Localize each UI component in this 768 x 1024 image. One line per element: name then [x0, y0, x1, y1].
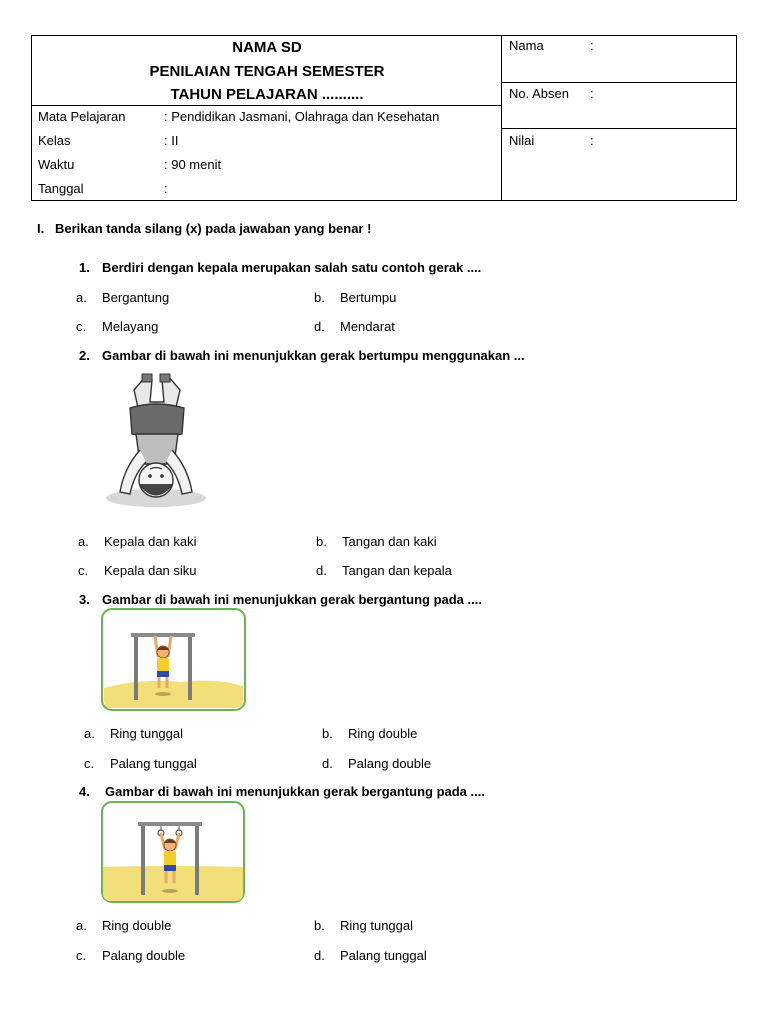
option-letter: a.: [76, 918, 87, 933]
question-4-number: 4.: [79, 784, 90, 799]
question-3-text: Gambar di bawah ini menunjukkan gerak bergantung pada ....: [102, 592, 482, 607]
q4-option-a[interactable]: [76, 918, 171, 933]
q1-option-c[interactable]: [76, 319, 158, 334]
rings-hanging-illustration: [101, 801, 245, 903]
option-letter: d.: [316, 563, 327, 578]
option-text: Bertumpu: [340, 290, 397, 305]
option-text: Palang tunggal: [340, 948, 427, 963]
question-4-text: Gambar di bawah ini menunjukkan gerak bergantung pada ....: [105, 784, 485, 799]
date-value: :: [164, 181, 168, 196]
q3-option-a[interactable]: [84, 726, 183, 741]
q3-option-c[interactable]: [84, 756, 197, 771]
time-value: : 90 menit: [164, 157, 222, 172]
absen-colon: :: [590, 86, 594, 101]
option-letter: c.: [76, 948, 87, 963]
subject-value: : Pendidikan Jasmani, Olahraga dan Kesehatan: [164, 109, 440, 124]
option-letter: c.: [84, 756, 95, 771]
question-1-text: Berdiri dengan kepala merupakan salah satu contoh gerak ....: [102, 260, 482, 275]
option-letter: a.: [76, 290, 87, 305]
question-1-number: 1.: [79, 260, 90, 275]
option-text: Melayang: [102, 319, 159, 334]
header-divider-right-1: [501, 82, 737, 83]
option-text: Tangan dan kepala: [342, 563, 452, 578]
exam-title: PENILAIAN TENGAH SEMESTER: [149, 63, 385, 80]
q1-option-b[interactable]: [314, 290, 396, 305]
q3-option-d[interactable]: [322, 756, 431, 771]
q2-option-b[interactable]: [316, 534, 437, 549]
option-text: Kepala dan siku: [104, 563, 197, 578]
option-text: Kepala dan kaki: [104, 534, 197, 549]
name-label: Nama: [509, 38, 544, 53]
header-table: [31, 35, 737, 201]
option-text: Mendarat: [340, 319, 395, 334]
section-number: I.: [37, 221, 45, 236]
question-2-text: Gambar di bawah ini menunjukkan gerak bertumpu menggunakan ...: [102, 348, 525, 363]
q4-option-d[interactable]: [314, 948, 427, 963]
option-letter: b.: [314, 918, 325, 933]
q2-option-c[interactable]: [78, 563, 197, 578]
headstand-illustration: [104, 372, 208, 512]
header-divider-left: [32, 105, 501, 106]
header-divider-right-2: [501, 128, 737, 129]
q1-option-a[interactable]: [76, 290, 169, 305]
option-text: Palang double: [348, 756, 432, 771]
name-colon: :: [590, 38, 594, 53]
section-instruction: Berikan tanda silang (x) pada jawaban yang benar !: [55, 221, 372, 236]
option-letter: c.: [76, 319, 87, 334]
header-divider-vertical: [501, 36, 502, 200]
question-3-number: 3.: [79, 592, 90, 607]
option-text: Tangan dan kaki: [342, 534, 437, 549]
option-letter: c.: [78, 563, 89, 578]
absen-label: No. Absen: [509, 86, 569, 101]
option-letter: a.: [78, 534, 89, 549]
option-text: Palang tunggal: [110, 756, 197, 771]
option-letter: d.: [314, 319, 325, 334]
academic-year: TAHUN PELAJARAN ..........: [170, 86, 364, 103]
school-name: NAMA SD: [232, 39, 302, 56]
option-text: Ring tunggal: [110, 726, 183, 741]
subject-label: Mata Pelajaran: [38, 109, 126, 124]
time-label: Waktu: [38, 157, 75, 172]
option-letter: b.: [314, 290, 325, 305]
option-text: Bergantung: [102, 290, 170, 305]
class-label: Kelas: [38, 133, 71, 148]
option-text: Palang double: [102, 948, 186, 963]
class-value: : II: [164, 133, 179, 148]
option-letter: d.: [314, 948, 325, 963]
score-label: Nilai: [509, 133, 535, 148]
q2-option-d[interactable]: [316, 563, 452, 578]
q1-option-d[interactable]: [314, 319, 395, 334]
q2-option-a[interactable]: [78, 534, 197, 549]
score-colon: :: [590, 133, 594, 148]
single-bar-hanging-illustration: [101, 608, 246, 711]
q3-option-b[interactable]: [322, 726, 417, 741]
option-text: Ring double: [348, 726, 418, 741]
date-label: Tanggal: [38, 181, 84, 196]
option-letter: a.: [84, 726, 95, 741]
option-letter: b.: [316, 534, 327, 549]
option-letter: d.: [322, 756, 333, 771]
option-letter: b.: [322, 726, 333, 741]
q4-option-c[interactable]: [76, 948, 185, 963]
question-2-number: 2.: [79, 348, 90, 363]
option-text: Ring double: [102, 918, 172, 933]
option-text: Ring tunggal: [340, 918, 413, 933]
q4-option-b[interactable]: [314, 918, 413, 933]
